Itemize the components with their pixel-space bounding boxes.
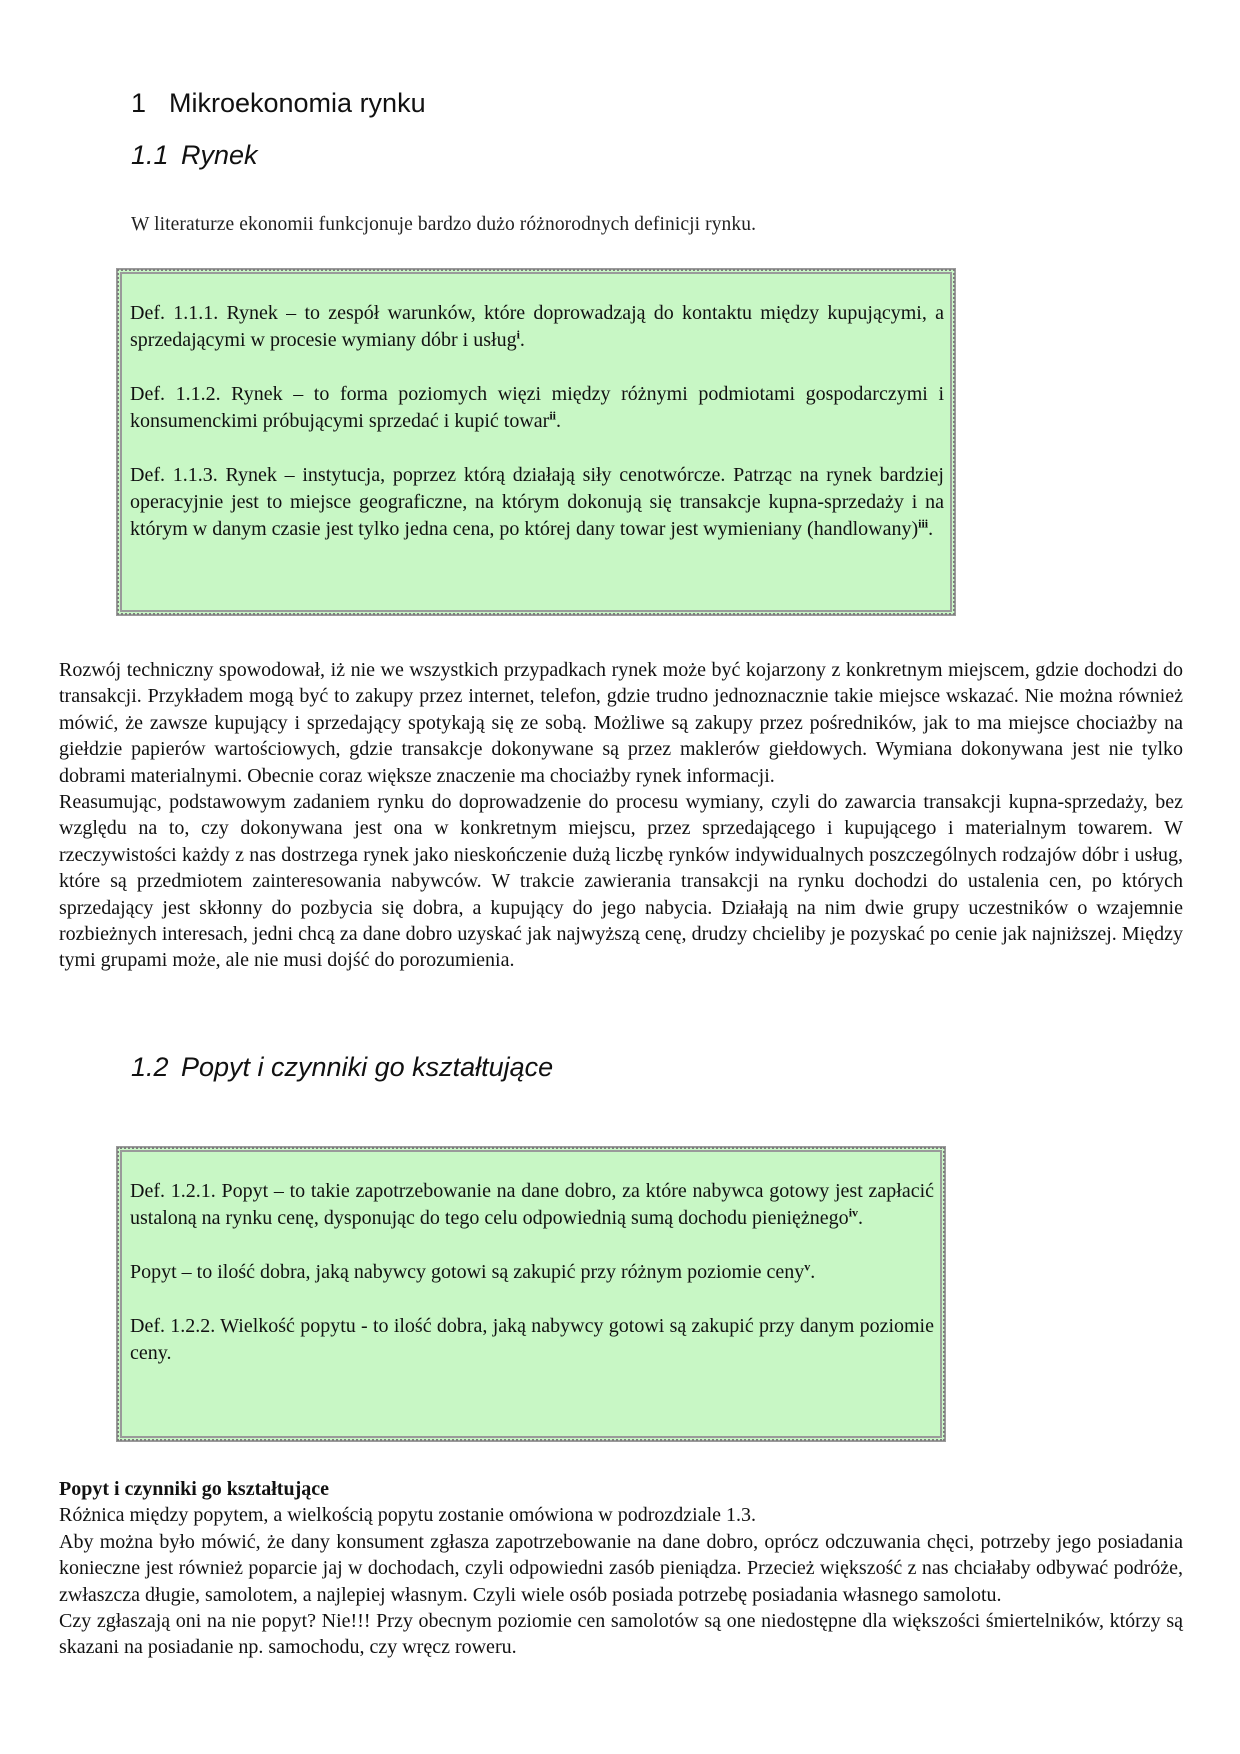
- section-title: Rynek: [181, 140, 258, 170]
- section-number: 1.2: [131, 1052, 169, 1082]
- definition-item: Def. 1.2.2. Wielkość popytu - to ilość dobra, jaką nabywcy gotowi są zakupić przy danym poziomie ceny.: [130, 1315, 934, 1364]
- intro-text: W literaturze ekonomii funkcjonuje bardzo dużo różnorodnych definicji rynku.: [131, 214, 757, 235]
- section-heading-1-1: [131, 140, 258, 171]
- subsection-title: Popyt i czynniki go kształtujące: [59, 1478, 329, 1500]
- section-title: Popyt i czynniki go kształtujące: [181, 1052, 554, 1082]
- section-heading-1-2: [131, 1052, 553, 1083]
- definition-item: Def. 1.2.1. Popyt – to takie zapotrzebowanie na dane dobro, za które nabywca gotowy jest zapłacić ustaloną na rynku cenę, dysponując do tego celu odpowiednią sumą dochodu pieniężnego$^{iv}$.: [130, 1180, 934, 1229]
- chapter-title: Mikroekonomia rynku: [169, 88, 426, 118]
- definition-item: Def. 1.1.3. Rynek – instytucja, poprzez którą działają siły cenotwórcze. Patrząc na rynek bardziej operacyjnie jest to miejsce geograficzne, na którym dokonują się transakcje kupna-sprzedaży i na którym w danym czasie jest tylko jedna cena, po której dany towar jest wymieniany (handlowany)$^{iii}$.: [130, 464, 944, 540]
- section-1-2-body: [59, 1476, 1183, 1661]
- paragraph: Rozwój techniczny spowodował, iż nie we wszystkich przypadkach rynek może być kojarzony z konkretnym miejscem, gdzie dochodzi do transakcji. Przykładem mogą być to zakupy przez internet, telefon, gdzie trudno jednoznacznie takie miejsce wskazać. Nie można również mówić, że zawsze kupujący i sprzedający spotykają się ze sobą. Możliwe są zakupy przez pośredników, jak to ma miejsce chociażby na giełdzie papierów wartościowych, gdzie transakcje dokonywane są przez maklerów giełdowych. Wymiana dokonywana jest nie tylko dobrami materialnymi. Obecnie coraz większe znaczenie ma chociażby rynek informacji.: [59, 659, 1183, 787]
- paragraph: Różnica między popytem, a wielkością popytu zostanie omówiona w podrozdziale 1.3.: [59, 1504, 757, 1527]
- definition-item: Def. 1.1.2. Rynek – to forma poziomych więzi między różnymi podmiotami gospodarczymi i konsumenckimi próbującymi sprzedać i kupić towar$^{ii}$.: [130, 383, 944, 432]
- definition-item: Def. 1.1.1. Rynek – to zespół warunków, które doprowadzają do kontaktu między kupującymi, a sprzedającymi w procesie wymiany dóbr i usług$^i$.: [130, 302, 944, 351]
- section-1-1-body: [59, 657, 1183, 974]
- paragraph: Reasumując, podstawowym zadaniem rynku do doprowadzenie do procesu wymiany, czyli do zawarcia transakcji kupna-sprzedaży, bez względu na to, czy dokonywana jest ona w konkretnym miejscu, przez sprzedającego i kupującego i materialnym towarem. W rzeczywistości każdy z nas dostrzega rynek jako nieskończenie dużą liczbę rynków indywidualnych poszczególnych rodzajów dóbr i usług, które są przedmiotem zainteresowania nabywców. W trakcie zawierania transakcji na rynku dochodzi do ustalenia cen, po których sprzedający jest skłonny do pozbycia się dobra, a kupujący do jego nabycia. Działają na nim dwie grupy uczestników o wzajemnie rozbieżnych interesach, jedni chcą za dane dobro uzyskać jak najwyższą cenę, drudzy chcieliby je pozyskać po cenie jak najniższej. Między tymi grupami może, ale nie musi dojść do porozumienia.: [59, 791, 1183, 972]
- definition-item: Popyt – to ilość dobra, jaką nabywcy gotowi są zakupić przy różnym poziomie ceny$^v$.: [130, 1259, 816, 1283]
- chapter-number: 1: [131, 88, 147, 118]
- section-number: 1.1: [131, 140, 169, 170]
- definition-box-popyt: [116, 1146, 946, 1442]
- chapter-heading: [131, 88, 426, 119]
- paragraph: Aby można było mówić, że dany konsument zgłasza zapotrzebowanie na dane dobro, oprócz odczuwania chęci, potrzeby jego posiadania konieczne jest również poparcie jaj w dochodach, czyli odpowiedni zasób pieniądza. Przecież większość z nas chciałaby odbywać podróże, zwłaszcza długie, samolotem, a najlepiej własnym. Czyli wiele osób posiada potrzebę posiadania własnego samolotu.: [59, 1530, 1183, 1606]
- definition-box-rynek: [116, 268, 956, 616]
- paragraph: Czy zgłaszają oni na nie popyt? Nie!!! Przy obecnym poziomie cen samolotów są one niedostępne dla większości śmiertelników, którzy są skazani na posiadanie np. samochodu, czy wręcz roweru.: [59, 1610, 1183, 1659]
